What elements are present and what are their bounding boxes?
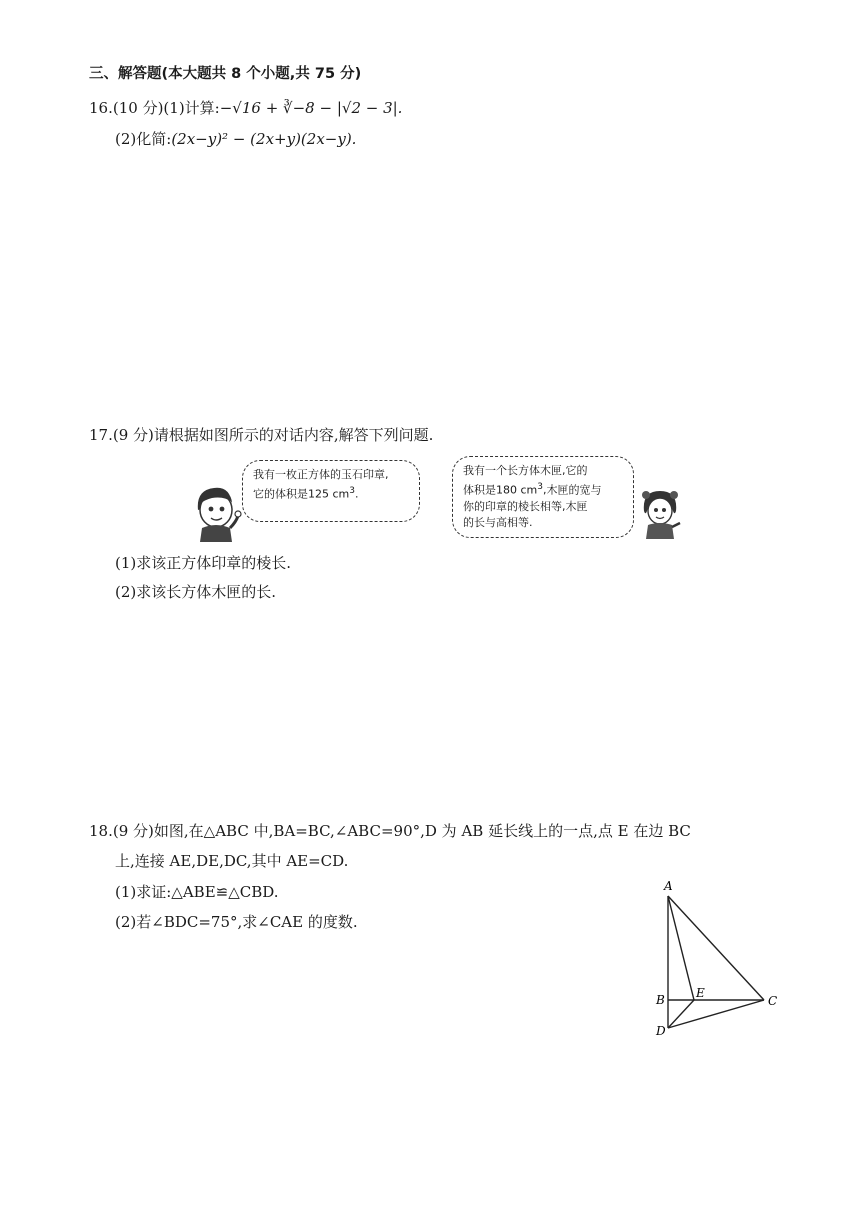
point-label-e: E: [696, 986, 705, 1000]
question-text: 如图,在△ABC 中,BA=BC,∠ABC=90°,D 为 AB 延长线上的一点,点 E 在边 BC: [153, 822, 691, 840]
segment-ae: [668, 896, 694, 1000]
part-prefix: (2)化简:: [115, 130, 172, 148]
point-label-a: A: [664, 879, 673, 893]
bubble-text: 我有一枚正方体的玉石印章,: [253, 468, 389, 481]
bubble-text: 体积是180 $cm^3$,木匣的宽与: [463, 482, 602, 497]
question-score: (9 分): [112, 822, 154, 840]
question-number: 16.: [89, 99, 113, 117]
question-17-part2: (2)求该长方体木匣的长.: [115, 583, 277, 601]
bubble-text: 的长与高相等.: [463, 515, 533, 529]
segment-dc: [668, 1000, 764, 1028]
point-label-c: C: [768, 994, 778, 1008]
point-label-b: B: [656, 993, 665, 1007]
speech-bubble-right: [452, 456, 634, 538]
section-heading: 三、解答题(本大题共 8 个小题,共 75 分): [89, 66, 362, 82]
question-17-stem: [89, 425, 433, 445]
part-prefix: (1)计算:: [163, 99, 220, 117]
question-number: 18.: [89, 822, 113, 840]
bubble-text: 它的体积是125 $cm^3$.: [253, 486, 359, 501]
math-expression: −√16 + ∛−8 − |√2 − 3|.: [219, 99, 403, 117]
question-16-part2: [115, 129, 356, 149]
question-18-stem-line2: 上,连接 AE,DE,DC,其中 AE=CD.: [115, 852, 349, 870]
bubble-text: 我有一个长方体木匣,它的: [463, 464, 588, 477]
question-18-part1: (1)求证:△ABE≌△CBD.: [115, 883, 279, 901]
question-number: 17.: [89, 426, 113, 444]
question-text: 请根据如图所示的对话内容,解答下列问题.: [153, 426, 434, 444]
speech-bubble-left: [242, 460, 420, 522]
segment-ac: [668, 896, 764, 1000]
point-label-d: D: [656, 1024, 666, 1038]
triangle-figure: [650, 876, 780, 1041]
math-expression: (2x−y)² − (2x+y)(2x−y).: [171, 130, 357, 148]
bubble-text: 你的印章的棱长相等,木匣: [463, 499, 588, 513]
question-16-part1: [89, 98, 402, 118]
boy-cartoon-icon: [190, 482, 246, 542]
girl-cartoon-icon: [638, 487, 682, 539]
question-score: (10 分): [112, 99, 164, 117]
question-17-part1: (1)求该正方体印章的棱长.: [115, 554, 292, 572]
question-18-stem: [89, 821, 691, 841]
question-18-part2: (2)若∠BDC=75°,求∠CAE 的度数.: [115, 913, 358, 931]
question-score: (9 分): [112, 426, 154, 444]
